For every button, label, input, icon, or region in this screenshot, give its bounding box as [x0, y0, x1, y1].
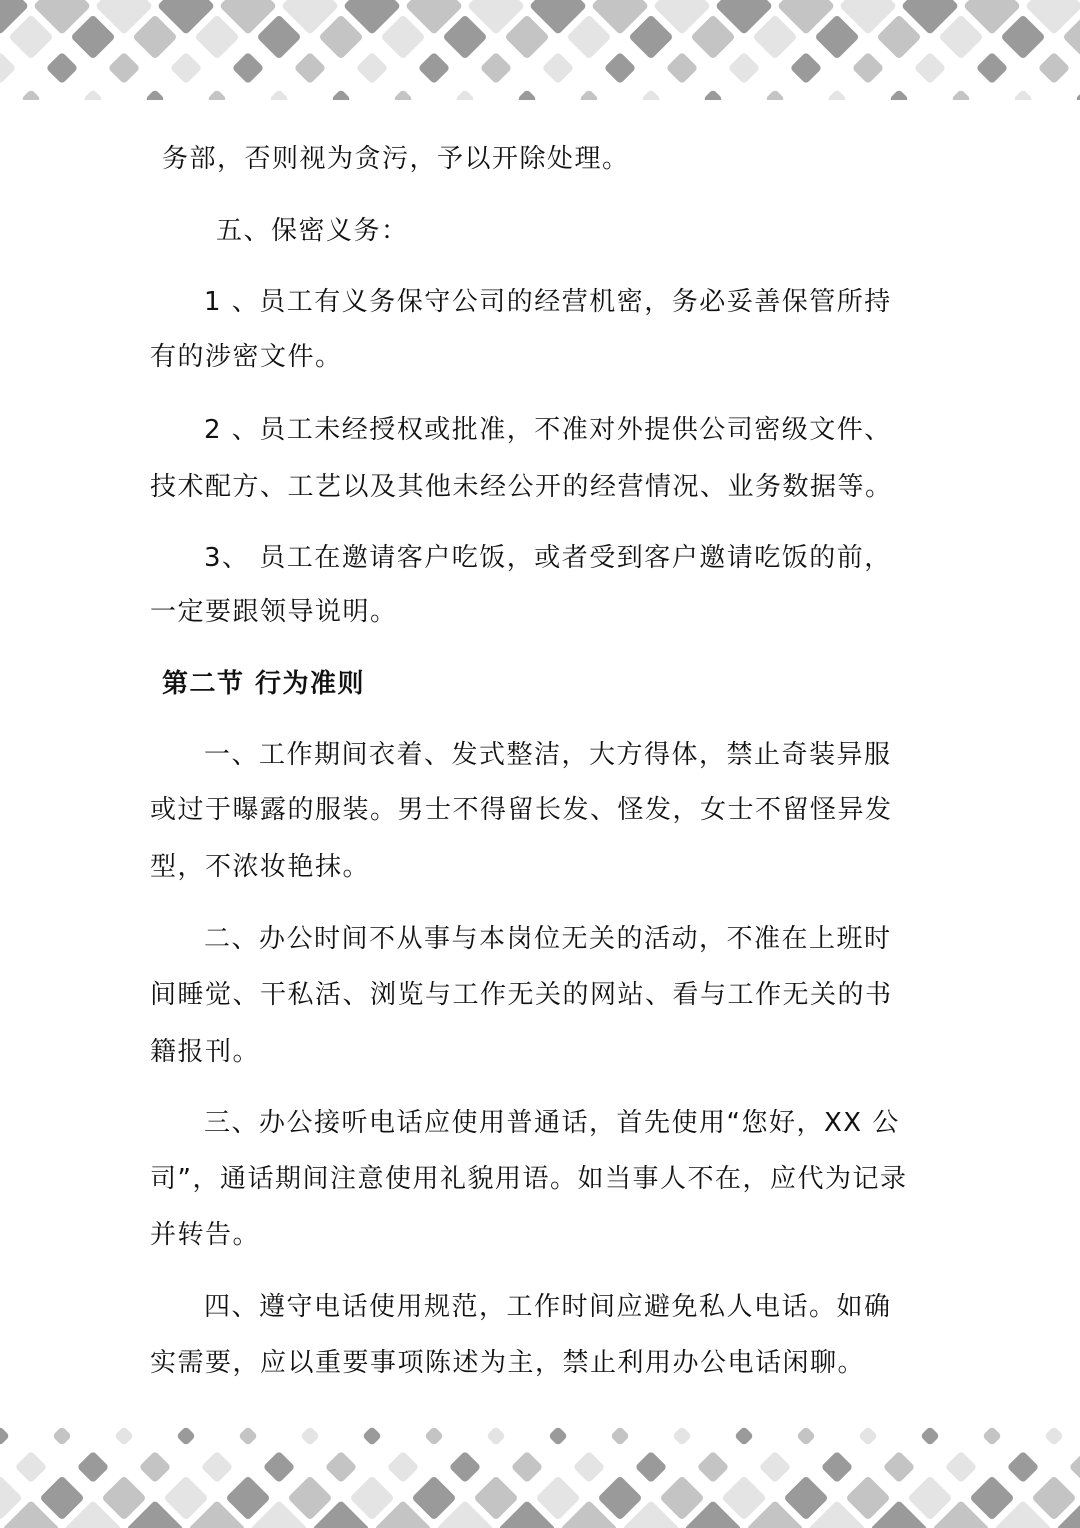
text-line: 一定要跟领导说明。: [150, 597, 398, 627]
diamond-shape: [349, 1475, 394, 1520]
diamond-shape: [597, 1475, 642, 1520]
diamond-shape: [287, 1475, 332, 1520]
diamond-shape: [263, 1451, 296, 1484]
diamond-shape: [449, 1451, 482, 1484]
diamond-shape: [672, 1426, 692, 1446]
diamond-shape: [920, 1426, 940, 1446]
diamond-shape: [114, 1426, 134, 1446]
diamond-shape: [821, 1451, 854, 1484]
chapter-heading: 第二节 行为准则: [162, 669, 366, 699]
diamond-shape: [1031, 1475, 1076, 1520]
diamond-shape: [883, 1451, 916, 1484]
diamond-shape: [387, 1451, 420, 1484]
diamond-shape: [907, 1475, 952, 1520]
diamond-shape: [759, 1451, 792, 1484]
text-line: 二、办公时间不从事与本岗位无关的活动，不准在上班时: [204, 924, 892, 954]
diamond-shape: [39, 1475, 84, 1520]
diamond-shape: [15, 1451, 48, 1484]
diamond-shape: [325, 1451, 358, 1484]
diamond-shape: [982, 1426, 1002, 1446]
text-line: 籍报刊。: [150, 1037, 261, 1067]
diamond-shape: [139, 1451, 172, 1484]
text-line: 实需要，应以重要事项陈述为主，禁止利用办公电话闲聊。: [150, 1348, 866, 1378]
diamond-shape: [1069, 1451, 1080, 1484]
diamond-shape: [635, 1451, 668, 1484]
text-line: 3、 员工在邀请客户吃饭，或者受到客户邀请吃饭的前，: [204, 543, 892, 573]
text-line: 间睡觉、干私活、浏览与工作无关的网站、看与工作无关的书: [150, 980, 893, 1010]
text-line: 或过于曝露的服装。男士不得留长发、怪发，女士不留怪异发: [150, 795, 893, 825]
diamond-shape: [796, 1426, 816, 1446]
diamond-shape: [548, 1426, 568, 1446]
diamond-shape: [945, 1451, 978, 1484]
diamond-shape: [1044, 1426, 1064, 1446]
diamond-shape: [486, 1426, 506, 1446]
diamond-shape: [225, 1475, 270, 1520]
diamond-shape: [163, 1475, 208, 1520]
diamond-shape: [969, 1475, 1014, 1520]
diamond-shape: [362, 1426, 382, 1446]
text-line: 并转告。: [150, 1220, 261, 1250]
diamond-shape: [858, 1426, 878, 1446]
diamond-pattern-bottom: [0, 1420, 1080, 1528]
diamond-shape: [1007, 1451, 1040, 1484]
text-line: 1 、员工有义务保守公司的经营机密，务必妥善保管所持: [204, 287, 892, 317]
section-heading: 五、保密义务：: [216, 216, 409, 246]
text-line: 司”，通话期间注意使用礼貌用语。如当事人不在，应代为记录: [150, 1164, 908, 1194]
diamond-shape: [201, 1451, 234, 1484]
text-line: 一、工作期间衣着、发式整洁，大方得体，禁止奇装异服: [204, 740, 892, 770]
diamond-shape: [424, 1426, 444, 1446]
text-line: 2 、员工未经授权或批准，不准对外提供公司密级文件、: [204, 415, 892, 445]
text-line: 三、办公接听电话应使用普通话，首先使用“您好，XX 公: [204, 1108, 900, 1138]
diamond-shape: [411, 1475, 456, 1520]
diamond-shape: [300, 1426, 320, 1446]
diamond-shape: [473, 1475, 518, 1520]
text-line: 技术配方、工艺以及其他未经公开的经营情况、业务数据等。: [150, 472, 893, 502]
diamond-shape: [77, 1451, 110, 1484]
decorative-border-bottom: [0, 1420, 1080, 1528]
diamond-shape: [610, 1426, 630, 1446]
diamond-shape: [238, 1426, 258, 1446]
text-line: 型，不浓妆艳抹。: [150, 852, 371, 882]
diamond-shape: [659, 1475, 704, 1520]
diamond-shape: [721, 1475, 766, 1520]
text-line: 四、遵守电话使用规范，工作时间应避免私人电话。如确: [204, 1292, 892, 1322]
text-line: 务部，否则视为贪污，予以开除处理。: [162, 144, 630, 174]
diamond-shape: [734, 1426, 754, 1446]
diamond-shape: [783, 1475, 828, 1520]
diamond-shape: [101, 1475, 146, 1520]
diamond-shape: [535, 1475, 580, 1520]
diamond-shape: [573, 1451, 606, 1484]
diamond-shape: [511, 1451, 544, 1484]
text-line: 有的涉密文件。: [150, 342, 343, 372]
diamond-shape: [52, 1426, 72, 1446]
diamond-shape: [176, 1426, 196, 1446]
diamond-shape: [0, 1426, 10, 1446]
diamond-shape: [697, 1451, 730, 1484]
diamond-shape: [845, 1475, 890, 1520]
